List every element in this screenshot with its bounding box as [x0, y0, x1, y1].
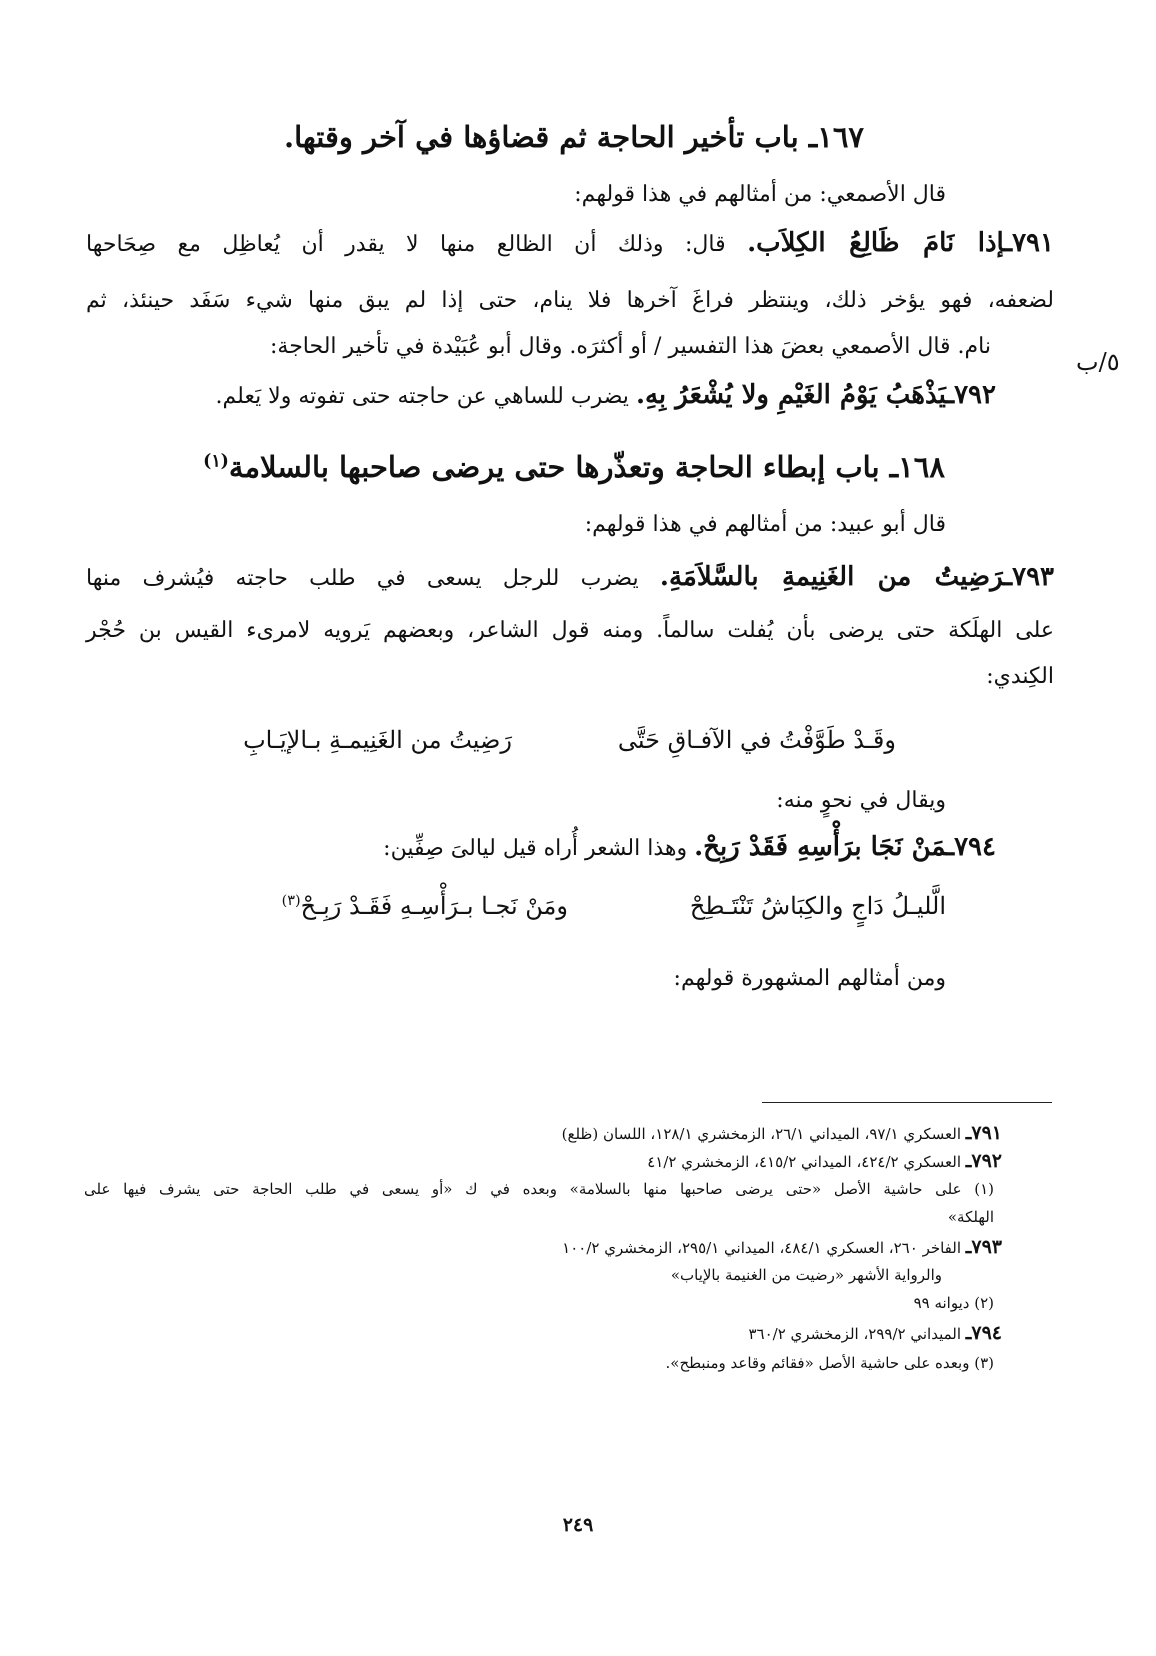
proverb-791-line3: نام. قال الأصمعي بعضَ هذا التفسير / أو أكثرَه. وقال أبو عُبَيْدة في تأخير الحاجة: — [269, 334, 991, 359]
chapter-intro-167: قال الأصمعي: من أمثالهم في هذا قولهم: — [574, 182, 946, 207]
footnote-794 — [749, 1322, 1003, 1345]
closing-line: ومن أمثالهم المشهورة قولهم: — [673, 966, 946, 991]
footnote-794-text: الميداني ٢٩٩/٢، الزمخشري ٣٦٠/٢ — [748, 1325, 962, 1343]
proverb-794-intro: ويقال في نحوٍ منه: — [776, 788, 946, 813]
chapter-heading-168 — [90, 450, 1058, 484]
manuscript-folio-note: ٥/ب — [1076, 348, 1120, 376]
footnote-794-number: ٧٩٤ـ — [965, 1322, 1002, 1344]
proverb-792-number: ٧٩٢ـ — [946, 380, 996, 410]
proverb-793-number: ٧٩٣ـ — [1004, 562, 1055, 592]
footnote-marker-1: (١) — [203, 451, 229, 472]
footnote-divider — [762, 1102, 1052, 1103]
footnote-marker-3: (٣) — [281, 893, 301, 909]
footnote-792-number: ٧٩٢ـ — [965, 1150, 1002, 1172]
proverb-793-line2: على الهلَكة حتى يرضى بأن يُفلت سالماً. ومنه قول الشاعر، وبعضهم يَرويه لامرىء القيس بن حُجْر — [86, 618, 1054, 643]
chapter-intro-168: قال أبو عبيد: من أمثالهم في هذا قولهم: — [584, 512, 946, 537]
proverb-791-explanation: قال: وذلك أن الظالع منها لا يقدر أن يُعاظِل مع صِحَاحها — [86, 232, 726, 257]
proverb-794-text: مَنْ نَجَا برَأْسِهِ فَقَدْ رَبِحْ. — [694, 832, 947, 862]
proverb-793-text: رَضِيتُ من الغَنِيمةِ بالسَّلاَمَةِ. — [659, 562, 1005, 592]
chapter-heading-168-text: ١٦٨ـ باب إبطاء الحاجة وتعذّرها حتى يرضى صاحبها بالسلامة — [228, 450, 945, 484]
footnote-791 — [562, 1122, 1002, 1145]
verse-793-first-hemistich: وقَـدْ طَوَّفْتُ في الآفـاقِ حَتَّى — [617, 726, 896, 754]
proverb-793-explanation: يضرب للرجل يسعى في طلب حاجته فيُشرف منها — [86, 566, 639, 591]
proverb-794-number: ٧٩٤ـ — [946, 832, 996, 862]
verse-794-first-hemistich: الَّليـلُ دَاجٍ والكِبَاشُ تَنْتَـطِحْ — [689, 892, 946, 920]
verse-794-second-hemistich — [282, 892, 568, 920]
footnote-793 — [562, 1236, 1002, 1259]
footnote-1-line2: الهلكة» — [947, 1208, 994, 1226]
proverb-793-line1 — [86, 562, 1054, 593]
footnote-791-number: ٧٩١ـ — [965, 1122, 1002, 1144]
proverb-793-line3: الكِندي: — [986, 664, 1054, 689]
proverb-791-text: إذا نَامَ ظَالِعُ الكِلاَب. — [747, 228, 1005, 258]
proverb-792-text: يَذْهَبُ يَوْمُ الغَيْمِ ولا يُشْعَرُ بِهِ. — [635, 380, 947, 410]
footnote-792-text: العسكري ٤٢٤/٢، الميداني ٤١٥/٢، الزمخشري ٤١/٢ — [647, 1153, 962, 1171]
proverb-792-explanation: يضرب للساهي عن حاجته حتى تفوته ولا يَعلم. — [215, 384, 629, 409]
verse-793-second-hemistich: رَضِيتُ من الغَنِيمـةِ بـالإيَـابِ — [243, 726, 512, 754]
footnote-792 — [647, 1150, 1002, 1173]
footnote-1-line1: (١) على حاشية الأصل «حتى يرضى صاحبها منها بالسلامة» وبعده في ك «أو يسعى في طلب الحاجة حتى يشرف فيها على — [84, 1180, 994, 1198]
footnote-2: (٢) ديوانه ٩٩ — [913, 1294, 994, 1312]
footnote-791-text: العسكري ٩٧/١، الميداني ٢٦/١، الزمخشري ١٢٨/١، اللسان (ظلع) — [561, 1125, 962, 1143]
verse-794-second-text: ومَنْ نَجـا بـرَأْسِـهِ فَقَـدْ رَبِـحْ — [300, 892, 568, 920]
proverb-794-line — [383, 832, 996, 863]
proverb-791-line1 — [86, 228, 1054, 259]
chapter-heading-167: ١٦٧ـ باب تأخير الحاجة ثم قضاؤها في آخر وقتها. — [283, 120, 864, 154]
footnote-793-note: والرواية الأشهر «رضيت من الغنيمة بالإياب» — [670, 1266, 942, 1284]
footnote-793-text: الفاخر ٢٦٠، العسكري ٤٨٤/١، الميداني ٢٩٥/١، الزمخشري ١٠٠/٢ — [562, 1239, 962, 1257]
footnote-3: (٣) وبعده على حاشية الأصل «فقائم وقاعد ومنبطح». — [665, 1354, 994, 1372]
proverb-791-line2: لضعفه، فهو يؤخر ذلك، وينتظر فراغَ آخرها فلا ينام، حتى إذا لم يبق منها شيء سَفَد حينئذ، ثم — [86, 288, 1054, 313]
page-number: ٢٤٩ — [562, 1514, 594, 1536]
proverb-791-number: ٧٩١ـ — [1004, 228, 1054, 258]
footnote-793-number: ٧٩٣ـ — [965, 1236, 1002, 1258]
proverb-794-explanation: وهذا الشعر أُراه قيل ليالىَ صِفِّين: — [383, 836, 688, 861]
proverb-792-line — [216, 380, 996, 411]
